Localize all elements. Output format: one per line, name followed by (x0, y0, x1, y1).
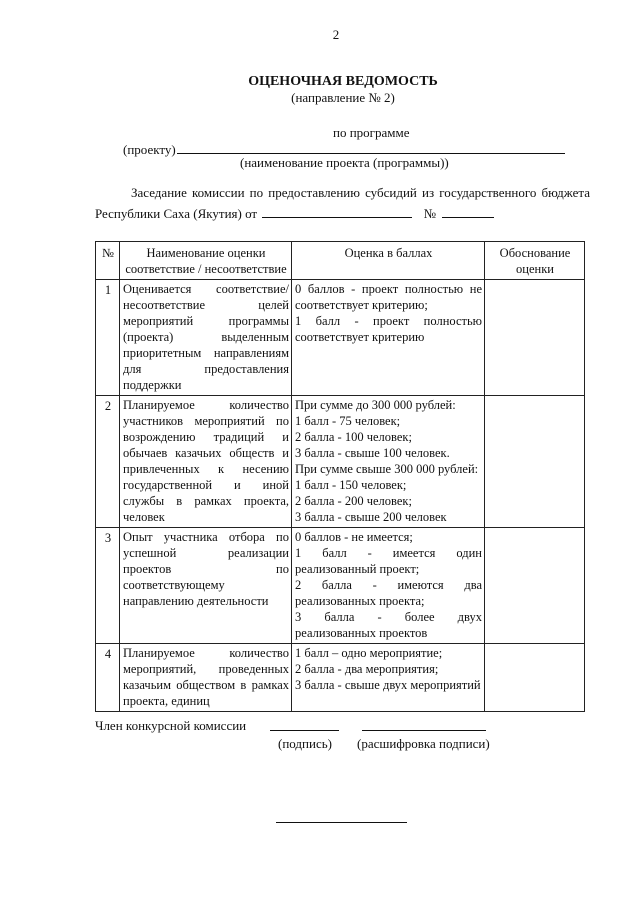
criterion-name: Оценивается соответствие/несоответствие целей мероприятий программы (проекта) выделенным приоритетным направлениям для предоставления поддержки (120, 280, 292, 396)
score-line: 0 баллов - проект полностью не соответствует критерию; (295, 282, 482, 312)
header-score: Оценка в баллах (292, 242, 485, 280)
justification-cell[interactable] (485, 644, 585, 712)
score-line: 1 балл - проект полностью соответствует критерию (295, 314, 482, 344)
project-caption: (наименование проекта (программы)) (240, 155, 449, 170)
justification-cell[interactable] (485, 528, 585, 644)
row-number: 1 (96, 280, 120, 396)
meeting-word: предоставлению (268, 185, 360, 200)
signature-label: Член конкурсной комиссии (95, 718, 247, 733)
score-line: При сумме свыше 300 000 рублей: (295, 462, 479, 476)
meeting-word: бюджета (541, 185, 590, 200)
signature-decoding-caption: (расшифровка подписи) (357, 736, 490, 751)
header-justification: Обоснование оценки (485, 242, 585, 280)
score-line: 1 балл – одно мероприятие; (295, 646, 443, 660)
score-line: 2 балла - 200 человек; (295, 494, 412, 508)
document-title: ОЦЕНОЧНАЯ ВЕДОМОСТЬ (248, 74, 438, 89)
row-number: 2 (96, 396, 120, 528)
justification-cell[interactable] (485, 280, 585, 396)
meeting-word: из (421, 185, 435, 200)
meeting-date-blank[interactable] (262, 205, 412, 218)
signature-caption: (подпись) (278, 736, 332, 751)
project-label: (проекту) (123, 142, 176, 157)
table-header-row (96, 242, 585, 280)
header-name: Наименование оценки соответствие / несоответствие (120, 242, 292, 280)
score-line: 3 балла - более двух реализованных проектов (295, 610, 482, 640)
meeting-word: субсидий (365, 185, 417, 200)
table-row (96, 528, 585, 644)
document-subtitle: (направление № 2) (291, 90, 395, 105)
score-line: 3 балла - свыше 200 человек (295, 510, 447, 524)
meeting-number-blank[interactable] (442, 205, 494, 218)
criterion-name: Опыт участника отбора по успешной реализации проектов по соответствующему направлению деятельности (120, 528, 292, 644)
meeting-word: комиссии (192, 185, 245, 200)
row-number: 3 (96, 528, 120, 644)
score-cell (292, 396, 485, 528)
signature-blank[interactable] (270, 718, 339, 731)
score-line: 1 балл - имеется один реализованный проект; (295, 546, 482, 576)
criterion-name: Планируемое количество участников мероприятий по возрождению традиций и обычаев казачьих обществ и привлеченных к несению государственной и иной службы в рамках проекта, человек (120, 396, 292, 528)
meeting-word: по (249, 185, 264, 200)
program-label: по программе (333, 125, 410, 140)
table-row (96, 280, 585, 396)
header-num: № (96, 242, 120, 280)
score-cell (292, 280, 485, 396)
table-row (96, 644, 585, 712)
score-cell (292, 528, 485, 644)
meeting-word: государственного (439, 185, 537, 200)
project-name-blank[interactable] (177, 142, 565, 154)
score-line: 1 балл - 150 человек; (295, 478, 407, 492)
number-sign: № (423, 206, 436, 221)
score-line: 2 балла - два мероприятия; (295, 662, 439, 676)
criterion-name: Планируемое количество мероприятий, проведенных казачьим обществом в рамках проекта, единиц (120, 644, 292, 712)
meeting-date-line (95, 205, 494, 222)
score-line: 2 балла - имеются два реализованных проекта; (295, 578, 482, 608)
score-line: 0 баллов - не имеется; (295, 530, 413, 544)
meeting-line (131, 185, 590, 201)
meeting-line2-prefix: Республики Саха (Якутия) от (95, 206, 258, 221)
criteria-table (95, 241, 585, 712)
score-line: 1 балл - 75 человек; (295, 414, 401, 428)
score-line: 3 балла - свыше 100 человек. (295, 446, 450, 460)
score-cell (292, 644, 485, 712)
footer-rule (276, 822, 407, 823)
page-number: 2 (332, 27, 340, 42)
row-number: 4 (96, 644, 120, 712)
table-row (96, 396, 585, 528)
score-line: При сумме до 300 000 рублей: (295, 398, 456, 412)
score-line: 2 балла - 100 человек; (295, 430, 412, 444)
signature-decoding-blank[interactable] (362, 718, 486, 731)
score-line: 3 балла - свыше двух мероприятий (295, 678, 481, 692)
meeting-word: Заседание (131, 185, 187, 200)
justification-cell[interactable] (485, 396, 585, 528)
